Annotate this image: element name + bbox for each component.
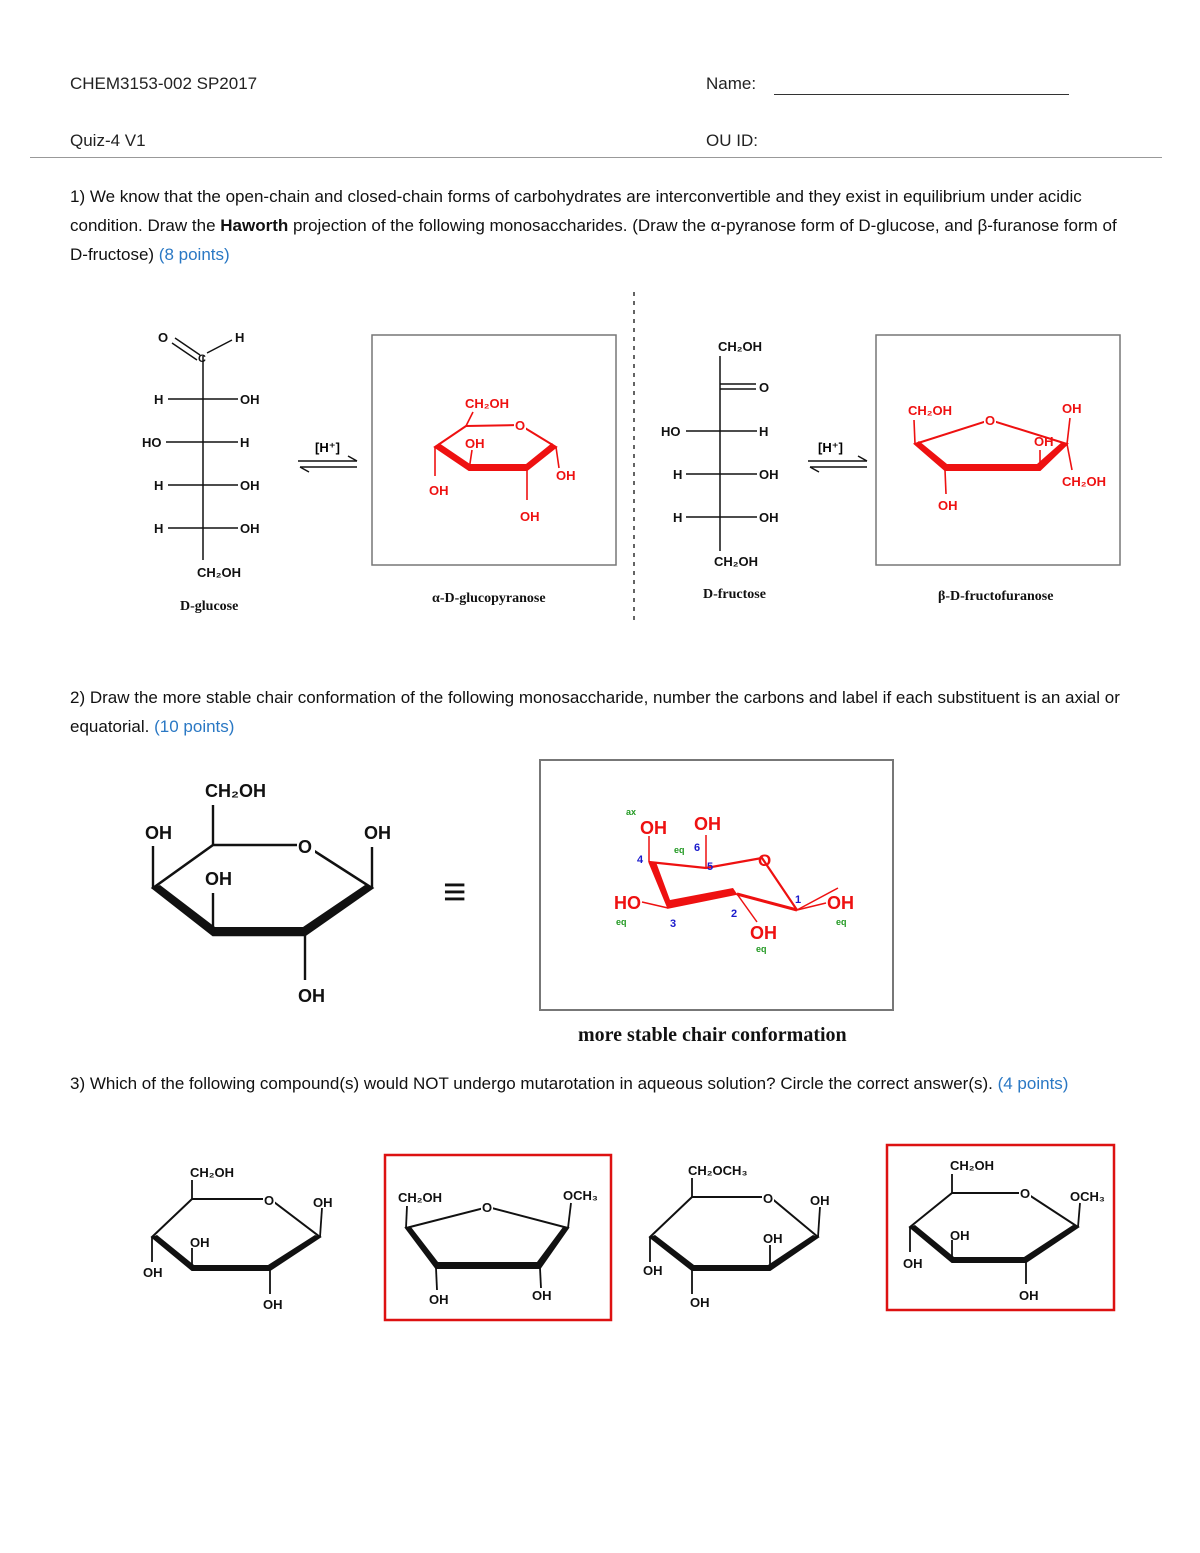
atom-oh: OH — [643, 1263, 663, 1278]
chair-caption: more stable chair conformation — [578, 1024, 847, 1046]
question-1-text: 1) We know that the open-chain and closed-chain forms of carbohydrates are interconvertible and they exist in equilibrium under acidic condition. Draw the Haworth projection of the following monosaccharides. (Draw the α-pyranose form of D-glucose, and β-furanose form of D-fructose) (8 points) — [70, 187, 1117, 264]
atom-oh: OH — [1034, 434, 1054, 449]
ring-oxygen: O — [298, 837, 313, 857]
atom-oh: OH — [810, 1193, 830, 1208]
atom-ch2oh: CH₂OH — [197, 565, 242, 580]
d-fructose-fischer — [661, 339, 779, 602]
atom-oh: OH — [429, 1292, 449, 1307]
alpha-d-glucopyranose-haworth — [429, 396, 576, 524]
glucopyranose-caption: α-D-glucopyranose — [432, 591, 546, 606]
atom-och3: OCH₃ — [563, 1188, 598, 1203]
atom-oh: OH — [903, 1256, 923, 1271]
atom-oh: OH — [364, 823, 391, 843]
q3-option-a — [143, 1165, 333, 1312]
atom-ch2oh: CH₂OH — [398, 1190, 443, 1205]
atom-oh: OH — [750, 923, 777, 943]
answer-box-fructofuranose — [876, 335, 1120, 565]
atom-oh: OH — [240, 521, 260, 536]
ring-oxygen: O — [758, 851, 772, 870]
atom-ch2oh: CH₂OH — [465, 396, 510, 411]
equatorial-label: eq — [756, 944, 767, 954]
glucose-caption: D-glucose — [180, 599, 239, 614]
atom-ho: HO — [142, 435, 162, 450]
atom-h: H — [235, 330, 245, 345]
answer-box-glucopyranose — [372, 335, 616, 565]
atom-oh: OH — [263, 1297, 283, 1312]
question-3-text: 3) Which of the following compound(s) would NOT undergo mutarotation in aqueous solution? Circle the correct answer(s). (4 points) — [70, 1074, 1069, 1093]
equatorial-label: eq — [836, 917, 847, 927]
atom-ch2oh: CH₂OH — [714, 554, 759, 569]
atom-oh: OH — [205, 869, 232, 889]
d-glucose-fischer — [142, 330, 260, 614]
ring-oxygen: O — [985, 413, 996, 428]
atom-o: O — [759, 380, 770, 395]
atom-o: O — [158, 330, 169, 345]
equatorial-label: eq — [674, 845, 685, 855]
course-title: CHEM3153-002 SP2017 — [70, 74, 258, 93]
carbon-number: 5 — [707, 861, 714, 873]
atom-oh: OH — [532, 1288, 552, 1303]
atom-oh: OH — [694, 814, 721, 834]
atom-ch2oh: CH₂OH — [718, 339, 763, 354]
atom-ch2och3: CH₂OCH₃ — [688, 1163, 748, 1178]
atom-oh: OH — [556, 468, 576, 483]
atom-oh: OH — [298, 986, 325, 1006]
q2-haworth-structure — [145, 781, 391, 1006]
ring-oxygen: O — [482, 1200, 493, 1215]
ring-oxygen: O — [515, 418, 526, 433]
atom-oh: OH — [520, 509, 540, 524]
answer-circle-d — [887, 1145, 1114, 1310]
question-2-text: 2) Draw the more stable chair conformation of the following monosaccharide, number the carbons and label if each substituent is an axial or equatorial. (10 points) — [70, 688, 1120, 736]
equivalence-symbol: ≡ — [443, 870, 467, 914]
atom-oh: OH — [143, 1265, 163, 1280]
carbon-number: 1 — [795, 894, 802, 906]
points-label: (10 points) — [154, 717, 235, 736]
atom-oh: OH — [763, 1231, 783, 1246]
question-number: 3) — [70, 1074, 86, 1093]
atom-h: H — [673, 510, 683, 525]
atom-oh: OH — [145, 823, 172, 843]
atom-oh: OH — [1019, 1288, 1039, 1303]
atom-oh: OH — [465, 436, 485, 451]
axial-label: ax — [626, 807, 637, 817]
quiz-title: Quiz-4 V1 — [70, 131, 146, 150]
atom-ch2oh: CH₂OH — [190, 1165, 235, 1180]
equatorial-label: eq — [616, 917, 627, 927]
atom-oh: OH — [938, 498, 958, 513]
chair-conformation-answer — [614, 807, 854, 954]
atom-h: H — [154, 392, 164, 407]
answer-box-chair — [540, 760, 893, 1010]
atom-oh: OH — [190, 1235, 210, 1250]
name-label: Name: — [706, 74, 757, 93]
atom-oh: OH — [950, 1228, 970, 1243]
points-label: (8 points) — [158, 245, 230, 264]
equilibrium-arrows-1 — [298, 440, 357, 472]
atom-oh: OH — [690, 1295, 710, 1310]
atom-ho: HO — [661, 424, 681, 439]
atom-oh: OH — [759, 467, 779, 482]
atom-oh: OH — [240, 478, 260, 493]
atom-oh: OH — [240, 392, 260, 407]
atom-h: H — [240, 435, 250, 450]
atom-h: H — [154, 478, 164, 493]
atom-ch2oh: CH₂OH — [950, 1158, 995, 1173]
atom-oh: OH — [313, 1195, 333, 1210]
ring-oxygen: O — [1020, 1186, 1031, 1201]
points-label: (4 points) — [997, 1074, 1069, 1093]
equilibrium-arrows-2 — [808, 440, 867, 472]
catalyst-label: [H⁺] — [818, 440, 843, 455]
carbon-number: 2 — [731, 908, 738, 920]
catalyst-label: [H⁺] — [315, 440, 340, 455]
q3-option-b — [398, 1188, 598, 1307]
ring-oxygen: O — [763, 1191, 774, 1206]
atom-h: H — [673, 467, 683, 482]
q3-option-d — [903, 1158, 1105, 1303]
beta-d-fructofuranose-haworth — [908, 401, 1106, 513]
id-label: OU ID: — [706, 131, 758, 150]
atom-ch2oh: CH₂OH — [1062, 474, 1107, 489]
ring-oxygen: O — [264, 1193, 275, 1208]
atom-och3: OCH₃ — [1070, 1189, 1105, 1204]
fructose-caption: D-fructose — [703, 587, 766, 602]
atom-oh: OH — [827, 893, 854, 913]
question-number: 1) — [70, 187, 86, 206]
atom-ho: HO — [614, 893, 641, 913]
fructofuranose-caption: β-D-fructofuranose — [938, 589, 1054, 604]
carbon-number: 6 — [694, 842, 701, 854]
q3-option-c — [643, 1163, 830, 1310]
atom-oh: OH — [429, 483, 449, 498]
atom-ch2oh: CH₂OH — [205, 781, 266, 801]
carbon-number: 4 — [637, 854, 644, 866]
atom-oh: OH — [640, 818, 667, 838]
atom-oh: OH — [1062, 401, 1082, 416]
atom-oh: OH — [759, 510, 779, 525]
question-number: 2) — [70, 688, 86, 707]
atom-h: H — [759, 424, 769, 439]
atom-c: C — [198, 353, 206, 365]
atom-ch2oh: CH₂OH — [908, 403, 953, 418]
carbon-number: 3 — [670, 918, 677, 930]
atom-h: H — [154, 521, 164, 536]
